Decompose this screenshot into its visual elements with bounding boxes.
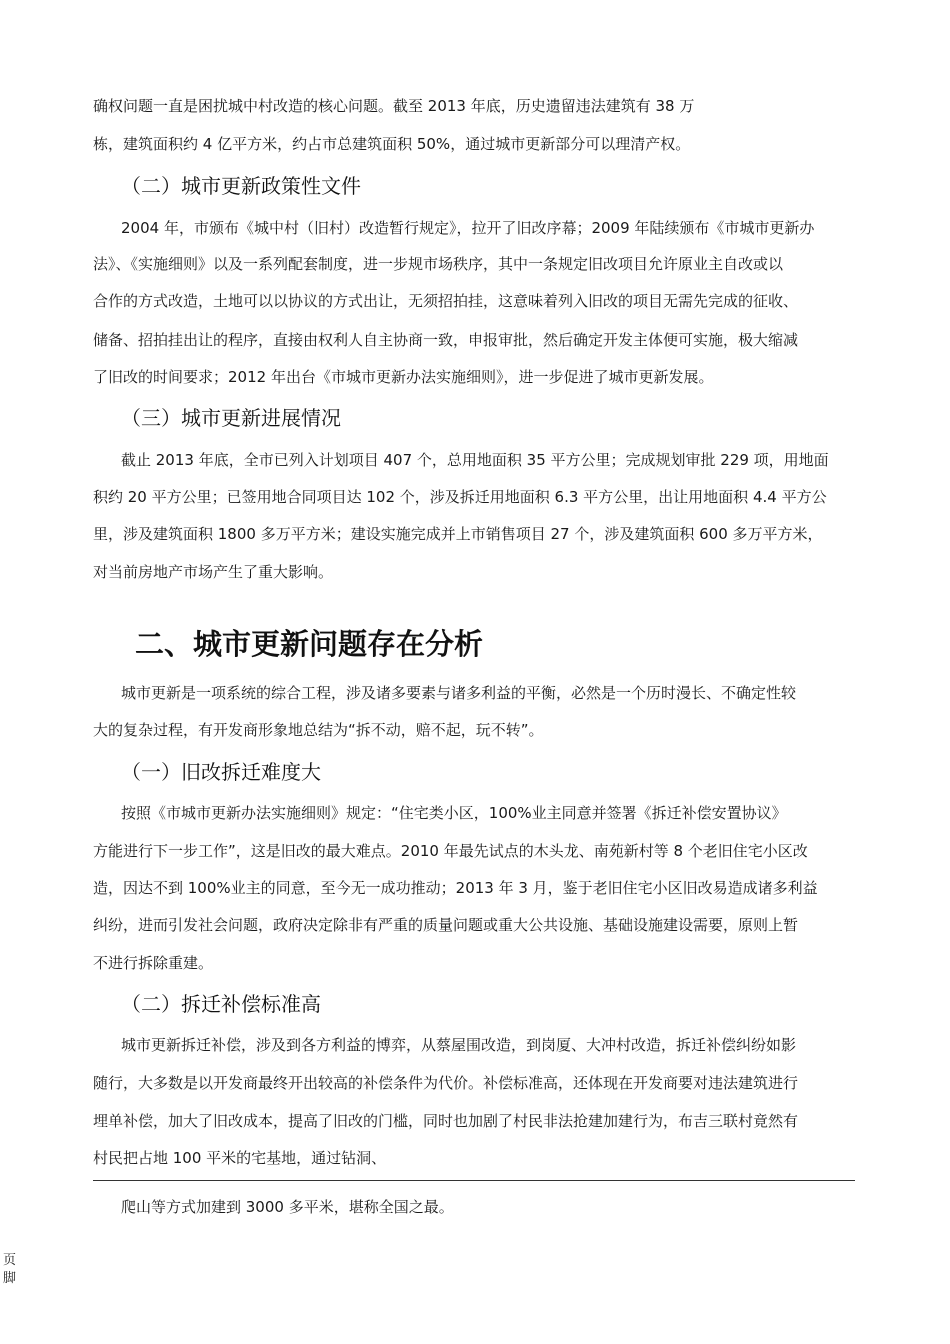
paragraph-line: 造，因达不到 100%业主的同意，至今无一成功推动；2013 年 3 月，鉴于老旧住宅小区旧改易造成诸多利益 xyxy=(93,879,818,897)
paragraph-line: 城市更新是一项系统的综合工程，涉及诸多要素与诸多利益的平衡，必然是一个历时漫长、不确定性较 xyxy=(121,684,797,702)
section-heading-compensation: （二）拆迁补偿标准高 xyxy=(121,992,321,1016)
section-heading-policy: （二）城市更新政策性文件 xyxy=(121,174,361,198)
paragraph-line: 村民把占地 100 平米的宅基地，通过钻洞、 xyxy=(93,1149,387,1167)
paragraph-line: 按照《市城市更新办法实施细则》规定：“住宅类小区，100%业主同意并签署《拆迁补偿安置协议》 xyxy=(121,804,787,822)
paragraph-line: 确权问题一直是困扰城中村改造的核心问题。截至 2013 年底，历史遗留违法建筑有 38 万 xyxy=(93,97,695,115)
paragraph-line: 合作的方式改造，土地可以以协议的方式出让，无须招拍挂，这意味着列入旧改的项目无需先完成的征收、 xyxy=(93,292,799,310)
paragraph-line: 储备、招拍挂出让的程序，直接由权利人自主协商一致，申报审批，然后确定开发主体便可实施，极大缩减 xyxy=(93,331,799,349)
paragraph-line: 积约 20 平方公里；已签用地合同项目达 102 个，涉及拆迁用地面积 6.3 平方公里，出让用地面积 4.4 平方公 xyxy=(93,488,827,506)
paragraph-line: 方能进行下一步工作”，这是旧改的最大难点。2010 年最先试点的木头龙、南苑新村等 8 个老旧住宅小区改 xyxy=(93,842,808,860)
paragraph-line: 城市更新拆迁补偿，涉及到各方利益的博弈，从蔡屋围改造，到岗厦、大冲村改造，拆迁补偿纠纷如影 xyxy=(121,1036,797,1054)
paragraph-line: 大的复杂过程，有开发商形象地总结为“拆不动，赔不起，玩不转”。 xyxy=(93,721,544,739)
paragraph-line: 不进行拆除重建。 xyxy=(93,954,214,972)
paragraph-line: 纠纷，进而引发社会问题，政府决定除非有严重的质量问题或重大公共设施、基础设施建设需要，原则上暂 xyxy=(93,916,799,934)
paragraph-line: 2004 年，市颁布《城中村（旧村）改造暂行规定》，拉开了旧改序幕；2009 年陆续颁布《市城市更新办 xyxy=(121,219,815,237)
footnote-text: 爬山等方式加建到 3000 多平米，堪称全国之最。 xyxy=(121,1198,454,1216)
paragraph-line: 埋单补偿，加大了旧改成本，提高了旧改的门槛，同时也加剧了村民非法抢建加建行为，布吉三联村竟然有 xyxy=(93,1112,799,1130)
footer-label: 页脚 xyxy=(3,1253,17,1286)
footnote-divider xyxy=(93,1180,855,1181)
paragraph-line: 对当前房地产市场产生了重大影响。 xyxy=(93,563,334,581)
paragraph-line: 了旧改的时间要求；2012 年出台《市城市更新办法实施细则》，进一步促进了城市更新发展。 xyxy=(93,368,714,386)
section-heading-demolition: （一）旧改拆迁难度大 xyxy=(121,760,321,784)
paragraph-line: 栋，建筑面积约 4 亿平方米，约占市总建筑面积 50%，通过城市更新部分可以理清产权。 xyxy=(93,135,691,153)
paragraph-line: 截止 2013 年底，全市已列入计划项目 407 个，总用地面积 35 平方公里；完成规划审批 229 项，用地面 xyxy=(121,451,829,469)
paragraph-line: 里，涉及建筑面积 1800 多万平方米；建设实施完成并上市销售项目 27 个，涉及建筑面积 600 多万平方米， xyxy=(93,525,823,543)
paragraph-line: 随行，大多数是以开发商最终开出较高的补偿条件为代价。补偿标准高，还体现在开发商要对违法建筑进行 xyxy=(93,1074,799,1092)
chapter-heading: 二、城市更新问题存在分析 xyxy=(135,627,484,661)
section-heading-progress: （三）城市更新进展情况 xyxy=(121,406,341,430)
paragraph-line: 法》、《实施细则》以及一系列配套制度，进一步规市场秩序，其中一条规定旧改项目允许原业主自改或以 xyxy=(93,255,784,273)
